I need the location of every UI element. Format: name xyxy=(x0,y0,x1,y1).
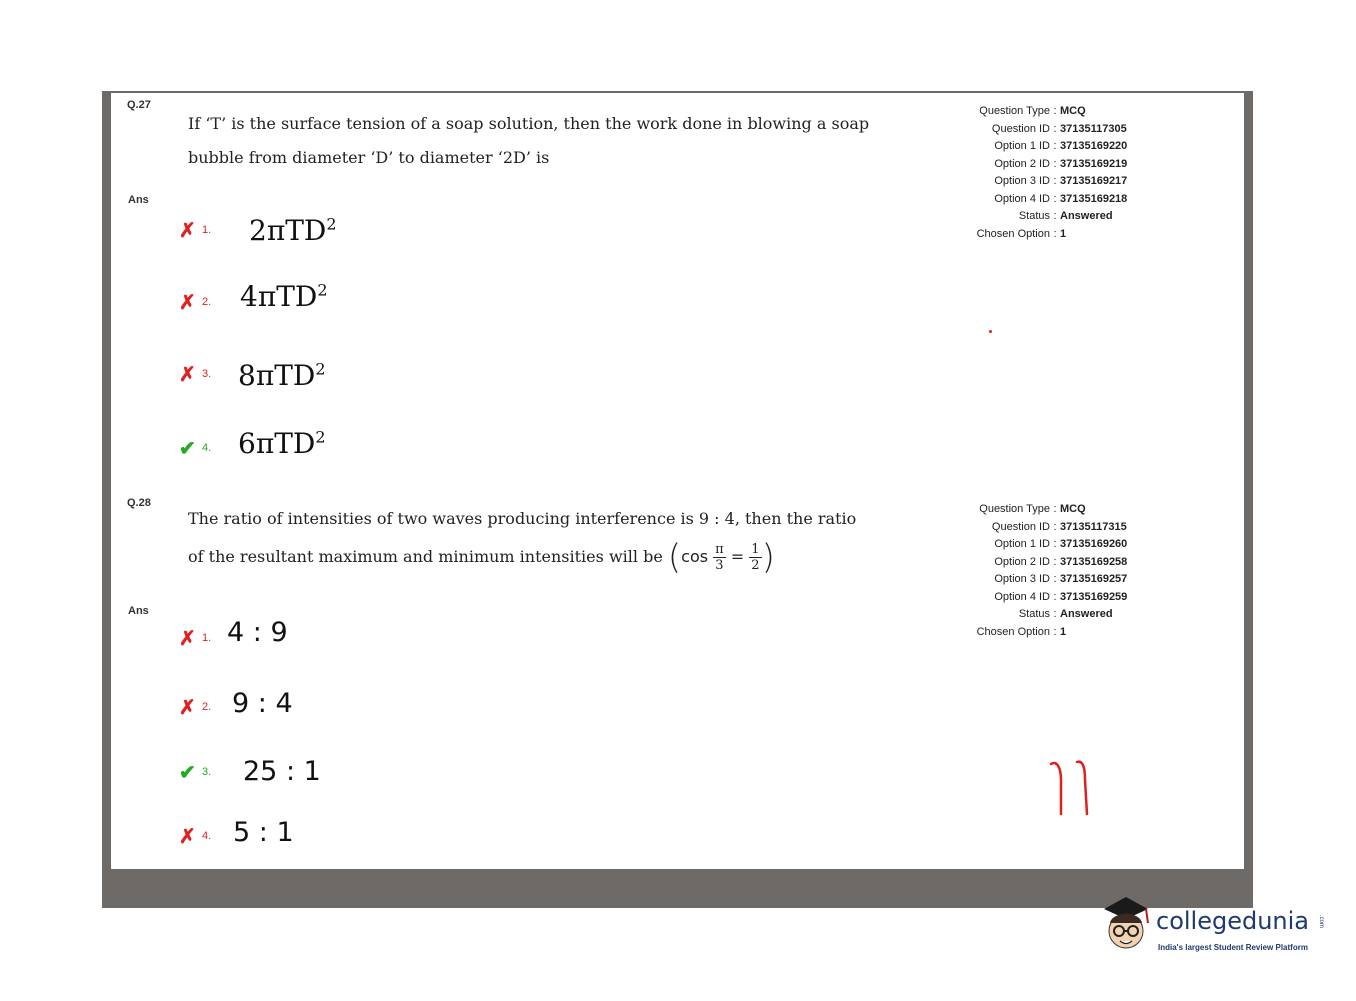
option-id: 37135169218 xyxy=(1060,192,1128,205)
option-exponent: 2 xyxy=(315,427,326,447)
option-text: 25 : 1 xyxy=(243,756,321,787)
answer-label: Ans xyxy=(128,605,149,617)
option-number: 1. xyxy=(202,224,212,236)
option-text xyxy=(249,214,337,247)
question-text-line: If ‘T’ is the surface tension of a soap solution, then the work done in blowing a soap xyxy=(188,114,870,133)
question-id: 37135117315 xyxy=(1060,520,1127,533)
cross-icon: ✗ xyxy=(179,697,196,719)
logo-wordmark: collegedunia xyxy=(1156,907,1310,935)
meta-label: Option 2 ID xyxy=(994,555,1050,568)
option-exponent: 2 xyxy=(326,214,337,234)
option-id: 37135169260 xyxy=(1060,538,1128,550)
option-number: 1. xyxy=(202,632,212,644)
option-text: 4 : 9 xyxy=(227,617,288,648)
option-text xyxy=(238,427,326,460)
question-type: MCQ xyxy=(1060,105,1086,117)
fraction-denominator: 3 xyxy=(715,558,724,573)
meta-label: Chosen Option xyxy=(976,625,1050,638)
question-text xyxy=(188,107,869,175)
logo-tagline: India's largest Student Review Platform xyxy=(1158,943,1308,952)
question-id: 37135117305 xyxy=(1060,122,1127,135)
option-number: 3. xyxy=(202,368,212,380)
meta-label: Option 3 ID xyxy=(994,573,1050,585)
fraction-numerator: π xyxy=(715,542,724,557)
meta-label: Chosen Option xyxy=(976,227,1050,240)
option-value: 8πTD xyxy=(238,359,316,392)
meta-label: Question ID xyxy=(991,520,1050,533)
question-text xyxy=(188,502,857,578)
meta-label: Option 4 ID xyxy=(994,590,1050,603)
fraction-denominator: 2 xyxy=(751,558,760,573)
formula-fraction xyxy=(713,542,726,573)
option-text xyxy=(238,359,326,392)
cross-icon: ✗ xyxy=(179,220,196,242)
option-number: 2. xyxy=(202,701,212,713)
logo-suffix: .com xyxy=(1318,915,1324,929)
option-id: 37135169258 xyxy=(1060,555,1128,568)
cross-icon: ✗ xyxy=(179,292,196,314)
meta-label: Option 3 ID xyxy=(994,175,1050,187)
check-icon: ✔ xyxy=(179,762,196,784)
meta-label: Question ID xyxy=(991,122,1050,135)
question-text-line xyxy=(188,537,856,578)
option-value: 6πTD xyxy=(238,427,316,460)
question-number: Q.27 xyxy=(127,99,151,111)
question-number: Q.28 xyxy=(127,497,151,509)
option-number: 2. xyxy=(202,296,212,308)
option-exponent: 2 xyxy=(315,359,326,379)
option-value: 2πTD xyxy=(249,214,327,247)
meta-label: Option 1 ID xyxy=(994,140,1050,152)
cross-icon: ✗ xyxy=(179,364,196,386)
option-id: 37135169217 xyxy=(1060,175,1128,187)
chosen-option: 1 xyxy=(1060,227,1067,240)
ink-dot xyxy=(989,330,992,333)
collegedunia-logo xyxy=(1096,893,1326,963)
option-id: 37135169220 xyxy=(1060,140,1128,152)
meta-label: Option 2 ID xyxy=(994,157,1050,170)
cross-icon: ✗ xyxy=(179,826,196,848)
meta-label: Status xyxy=(1018,210,1050,222)
formula-paren-close: ) xyxy=(761,537,775,578)
check-icon: ✔ xyxy=(179,438,196,460)
question-meta: Question Type : MCQ Question ID : 37135117305 Option 1 ID : 37135169220 Option 2 ID : 37135169219 Option 3 ID : 37135169217 Option 4 ID : 37135169218 Status : Answered Chosen Option : 1 xyxy=(962,103,1127,243)
option-number: 4. xyxy=(202,442,212,454)
answer-label: Ans xyxy=(128,194,149,206)
question-type: MCQ xyxy=(1060,503,1086,515)
option-text: 5 : 1 xyxy=(233,817,294,848)
question-text-line: bubble from diameter ‘D’ to diameter ‘2D’ is xyxy=(188,148,550,167)
formula-equals: = xyxy=(730,547,745,566)
option-id: 37135169259 xyxy=(1060,590,1128,603)
cross-icon: ✗ xyxy=(179,628,196,650)
status-value: Answered xyxy=(1060,608,1113,620)
option-value: 4πTD xyxy=(240,280,318,313)
meta-label: Question Type xyxy=(979,105,1050,117)
formula-cos: cos xyxy=(681,547,709,566)
option-number: 3. xyxy=(202,766,212,778)
option-id: 37135169219 xyxy=(1060,157,1128,170)
fraction-numerator: 1 xyxy=(751,542,760,557)
mascot-icon xyxy=(1096,893,1156,963)
formula-fraction xyxy=(749,542,761,573)
formula-paren-open: ( xyxy=(667,537,682,578)
chosen-option: 1 xyxy=(1060,625,1067,638)
handwritten-score-mark xyxy=(1045,756,1105,818)
option-text: 9 : 4 xyxy=(232,688,293,719)
status-value: Answered xyxy=(1060,210,1113,222)
question-text-part: of the resultant maximum and minimum intensities will be xyxy=(188,547,663,566)
meta-label: Question Type xyxy=(979,503,1050,515)
option-text xyxy=(240,280,328,313)
meta-label: Option 4 ID xyxy=(994,192,1050,205)
question-meta: Question Type : MCQ Question ID : 37135117315 Option 1 ID : 37135169260 Option 2 ID : 37135169258 Option 3 ID : 37135169257 Option 4 ID : 37135169259 Status : Answered Chosen Option : 1 xyxy=(962,501,1127,641)
question-text-line: The ratio of intensities of two waves producing interference is 9 : 4, then the ratio xyxy=(188,509,857,528)
option-id: 37135169257 xyxy=(1060,573,1128,585)
meta-label: Option 1 ID xyxy=(994,538,1050,550)
meta-label: Status xyxy=(1018,608,1050,620)
option-exponent: 2 xyxy=(317,280,328,300)
option-number: 4. xyxy=(202,830,212,842)
